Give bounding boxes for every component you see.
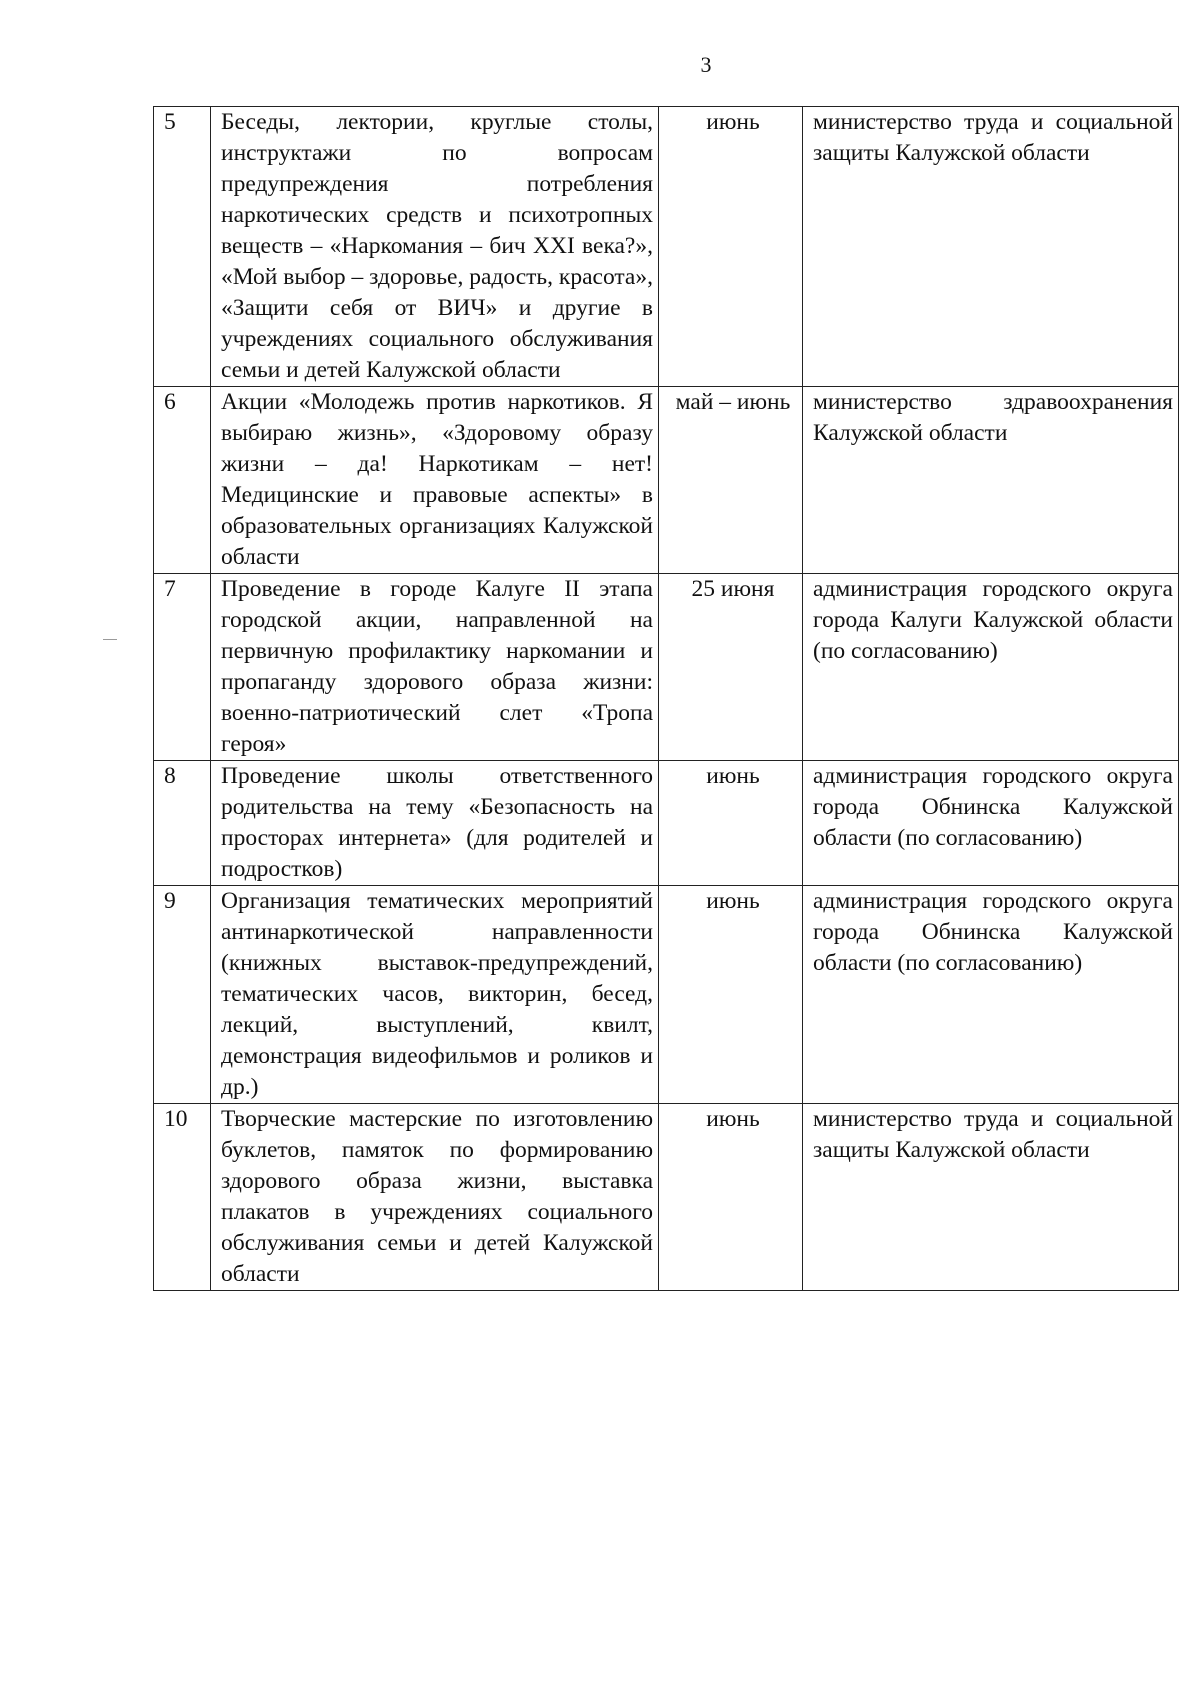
table-row [154, 574, 1179, 761]
event-date: июнь [659, 107, 803, 387]
responsible-party: министерство труда и социальной защиты Калужской области [803, 107, 1179, 387]
row-number: 9 [154, 886, 211, 1104]
event-date: май – июнь [659, 387, 803, 574]
responsible-party: администрация городского округа города Обнинска Калужской области (по согласованию) [803, 761, 1179, 886]
table-row [154, 886, 1179, 1104]
table-row [154, 1104, 1179, 1291]
event-description: Акции «Молодежь против наркотиков. Я выбираю жизнь», «Здоровому образу жизни – да! Наркотикам – нет! Медицинские и правовые аспекты» в образовательных организациях Калужской области [211, 387, 659, 574]
table-row [154, 107, 1179, 387]
margin-mark [103, 639, 117, 640]
event-date: 25 июня [659, 574, 803, 761]
event-description: Организация тематических мероприятий антинаркотической направленности (книжных выставок-предупреждений, тематических часов, викторин, бесед, лекций, выступлений, квилт, демонстрация видеофильмов и роликов и др.) [211, 886, 659, 1104]
events-table [153, 106, 1179, 1291]
responsible-party: администрация городского округа города Калуги Калужской области (по согласованию) [803, 574, 1179, 761]
table-row [154, 387, 1179, 574]
row-number: 7 [154, 574, 211, 761]
page-number: 3 [700, 52, 712, 77]
row-number: 5 [154, 107, 211, 387]
responsible-party: министерство труда и социальной защиты Калужской области [803, 1104, 1179, 1291]
row-number: 8 [154, 761, 211, 886]
event-date: июнь [659, 761, 803, 886]
row-number: 6 [154, 387, 211, 574]
row-number: 10 [154, 1104, 211, 1291]
event-date: июнь [659, 886, 803, 1104]
event-description: Проведение в городе Калуге II этапа городской акции, направленной на первичную профилактику наркомании и пропаганду здорового образа жизни: военно-патриотический слет «Тропа героя» [211, 574, 659, 761]
event-description: Проведение школы ответственного родительства на тему «Безопасность на просторах интернета» (для родителей и подростков) [211, 761, 659, 886]
event-description: Беседы, лектории, круглые столы, инструктажи по вопросам предупреждения потребления наркотических средств и психотропных веществ – «Наркомания – бич XXI века?», «Мой выбор – здоровье, радость, красота», «Защити себя от ВИЧ» и другие в учреждениях социального обслуживания семьи и детей Калужской области [211, 107, 659, 387]
responsible-party: министерство здравоохранения Калужской области [803, 387, 1179, 574]
event-description: Творческие мастерские по изготовлению буклетов, памяток по формированию здорового образа жизни, выставка плакатов в учреждениях социального обслуживания семьи и детей Калужской области [211, 1104, 659, 1291]
table-row [154, 761, 1179, 886]
responsible-party: администрация городского округа города Обнинска Калужской области (по согласованию) [803, 886, 1179, 1104]
event-date: июнь [659, 1104, 803, 1291]
